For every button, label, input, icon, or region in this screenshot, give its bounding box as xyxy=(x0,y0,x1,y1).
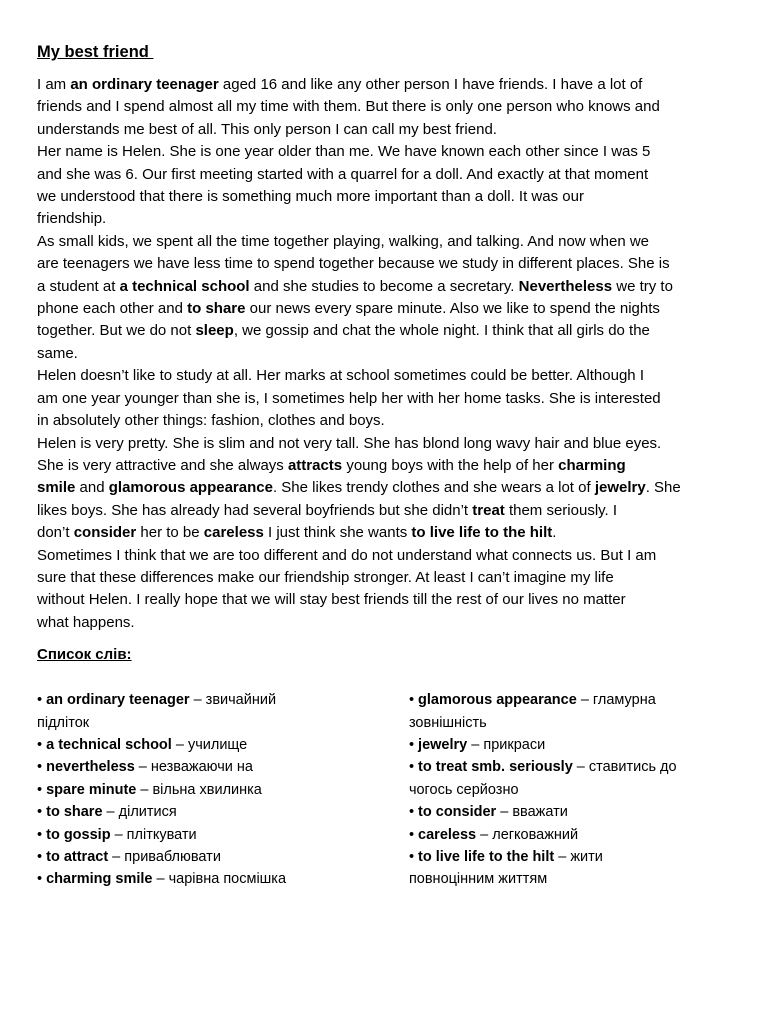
text-run: Sometimes I think that we are too different and do not understand what connects us. But I am xyxy=(37,546,657,564)
text-line xyxy=(37,522,738,544)
vocabulary-entry xyxy=(409,801,738,823)
vocabulary-heading: Список слів: xyxy=(37,646,132,664)
bold-term: to share xyxy=(187,300,246,318)
text-run: – гламурна xyxy=(576,692,656,709)
text-line xyxy=(37,231,738,253)
text-run: young boys with the help of her xyxy=(342,456,559,474)
text-run: what happens. xyxy=(37,613,135,631)
text-run: – легковажний xyxy=(476,826,579,843)
vocabulary-column-left xyxy=(37,689,409,891)
text-line xyxy=(37,253,738,275)
text-run: • xyxy=(37,736,47,753)
text-run: Helen doesn’t like to study at all. Her marks at school sometimes could be better. Although I xyxy=(37,367,644,385)
vocabulary-entry xyxy=(37,689,409,711)
vocabulary-entry xyxy=(409,689,738,711)
text-run: – вважати xyxy=(496,804,568,821)
text-run: . xyxy=(552,524,557,542)
text-run: • xyxy=(37,781,47,798)
text-run: – ставитись до xyxy=(572,759,677,776)
text-run: , we gossip and chat the whole night. I think that all girls do the xyxy=(233,322,650,340)
vocabulary-entry xyxy=(37,824,409,846)
vocabulary-entry xyxy=(409,846,738,868)
vocabulary-entry xyxy=(409,734,738,756)
bold-term: careless xyxy=(418,826,477,843)
text-line xyxy=(37,320,738,342)
bold-term: to treat smb. seriously xyxy=(418,759,573,776)
bold-term: attracts xyxy=(287,456,343,474)
text-run: we understood that there is something much more important than a doll. It was our xyxy=(37,188,584,206)
text-run: don’t xyxy=(37,524,74,542)
text-line xyxy=(37,208,738,230)
bold-term: jewelry xyxy=(418,736,468,753)
bold-term: smile xyxy=(37,479,76,497)
text-run: – незважаючи на xyxy=(134,759,253,776)
bold-term: consider xyxy=(73,524,137,542)
text-line xyxy=(37,119,738,141)
text-run: – звичайний xyxy=(189,692,277,709)
bold-term: glamorous appearance xyxy=(418,692,577,709)
text-run: am one year younger than she is, I sometimes help her with her home tasks. She is interested xyxy=(37,389,661,407)
vocabulary-column-right xyxy=(409,689,738,891)
text-run: • xyxy=(37,849,47,865)
bold-term: treat xyxy=(472,501,505,519)
vocabulary-entry xyxy=(37,779,409,801)
text-run: a student at xyxy=(37,277,120,295)
text-line xyxy=(37,276,738,298)
vocabulary-entry xyxy=(37,734,409,756)
text-run: – ділитися xyxy=(102,804,177,821)
bold-term: to attract xyxy=(46,849,109,865)
essay-body xyxy=(37,74,738,634)
text-run: чогось серйозно xyxy=(408,781,519,798)
bold-term: charming xyxy=(558,456,626,474)
text-run: her to be xyxy=(136,524,204,542)
text-run: She is very attractive and she always xyxy=(37,456,288,474)
text-run: • xyxy=(408,736,419,753)
text-line xyxy=(37,164,738,186)
bold-term: an ordinary teenager xyxy=(70,76,219,93)
text-line xyxy=(37,455,738,477)
text-line xyxy=(37,433,738,455)
text-run: • xyxy=(37,804,47,821)
bold-term: to live life to the hilt xyxy=(411,524,553,542)
text-line xyxy=(37,545,738,567)
text-line xyxy=(37,388,738,410)
text-run: friendship. xyxy=(37,210,107,228)
text-line xyxy=(37,589,738,611)
text-run: • xyxy=(37,871,47,888)
text-run: them seriously. I xyxy=(504,501,618,519)
text-run: • xyxy=(408,759,419,776)
text-run: are teenagers we have less time to spend together because we study in different places. She is xyxy=(37,255,670,273)
bold-term: spare minute xyxy=(46,781,137,798)
text-run: and she was 6. Our first meeting started with a quarrel for a doll. And exactly at that moment xyxy=(37,165,649,183)
text-run: – жити xyxy=(554,849,603,865)
text-run: • xyxy=(37,826,47,843)
vocabulary-entry xyxy=(37,712,409,734)
text-line xyxy=(37,343,738,365)
text-run: – приваблювати xyxy=(108,849,221,865)
document-title: My best friend xyxy=(37,43,154,61)
bold-term: Nevertheless xyxy=(518,277,613,295)
bold-term: glamorous appearance xyxy=(108,479,273,497)
text-line xyxy=(37,96,738,118)
text-line xyxy=(37,410,738,432)
text-run: understands me best of all. This only person I can call my best friend. xyxy=(37,120,497,138)
bold-term: charming smile xyxy=(46,871,153,888)
text-run: and she studies to become a secretary. xyxy=(249,277,519,295)
text-run: our news every spare minute. Also we like to spend the nights xyxy=(245,300,660,318)
text-run: Helen is very pretty. She is slim and not very tall. She has blond long wavy hair and blue eyes. xyxy=(37,434,662,452)
text-run: likes boys. She has already had several boyfriends but she didn’t xyxy=(37,501,473,519)
text-run: • xyxy=(408,804,419,821)
text-run: – училище xyxy=(171,736,248,753)
text-run: in absolutely other things: fashion, clothes and boys. xyxy=(37,412,385,430)
text-run: – чарівна посмішка xyxy=(152,871,287,888)
bold-term: careless xyxy=(203,524,264,542)
text-line xyxy=(37,612,738,634)
text-line xyxy=(37,567,738,589)
text-line xyxy=(37,141,738,163)
vocabulary-entry xyxy=(409,824,738,846)
text-run: – прикраси xyxy=(467,736,546,753)
bold-term: to gossip xyxy=(46,826,111,843)
text-run: phone each other and xyxy=(37,300,188,318)
text-run: • xyxy=(37,759,47,776)
text-run: . She likes trendy clothes and she wears a lot of xyxy=(272,479,595,497)
vocabulary-entry xyxy=(409,712,738,734)
text-run: and xyxy=(75,479,109,497)
bold-term: an ordinary teenager xyxy=(46,692,190,709)
bold-term: to share xyxy=(46,804,103,821)
text-run: together. But we do not xyxy=(37,322,196,340)
text-run: As small kids, we spent all the time together playing, walking, and talking. And now when we xyxy=(37,232,649,250)
text-line xyxy=(37,365,738,387)
text-run: friends and I spend almost all my time with them. But there is only one person who knows and xyxy=(37,98,660,116)
text-run: same. xyxy=(37,344,78,362)
vocabulary-entry xyxy=(37,868,409,890)
text-run: I just think she wants xyxy=(263,524,412,542)
text-run: . She xyxy=(645,479,681,497)
vocabulary-entry xyxy=(409,868,738,890)
bold-term: a technical school xyxy=(119,277,250,295)
text-run: підліток xyxy=(37,714,90,731)
text-run: – вільна хвилинка xyxy=(136,781,262,798)
text-run: зовнішність xyxy=(408,714,487,731)
text-run: • xyxy=(408,849,419,865)
text-run: aged 16 and like any other person I have friends. I have a lot of xyxy=(218,76,643,93)
text-run: повноцінним життям xyxy=(408,871,548,888)
text-line xyxy=(37,477,738,499)
text-line xyxy=(37,298,738,320)
text-run: without Helen. I really hope that we will stay best friends till the rest of our lives no matter xyxy=(37,591,626,609)
text-line xyxy=(37,74,738,96)
vocabulary-entry xyxy=(409,756,738,778)
text-run: Her name is Helen. She is one year older than me. We have known each other since I was 5 xyxy=(37,143,651,161)
text-run: • xyxy=(408,826,419,843)
vocabulary-entry xyxy=(37,801,409,823)
bold-term: nevertheless xyxy=(46,759,135,776)
text-run: sure that these differences make our friendship stronger. At least I can’t imagine my life xyxy=(37,568,614,586)
text-line xyxy=(37,186,738,208)
text-run: we try to xyxy=(612,277,673,295)
text-run: • xyxy=(37,692,47,709)
text-run: I am xyxy=(37,76,71,93)
vocabulary-entry xyxy=(409,779,738,801)
vocabulary-entry xyxy=(37,756,409,778)
bold-term: jewelry xyxy=(594,479,646,497)
vocabulary-entry xyxy=(37,846,409,868)
bold-term: sleep xyxy=(195,322,234,340)
text-run: • xyxy=(408,692,419,709)
vocabulary-list xyxy=(37,689,738,891)
bold-term: to live life to the hilt xyxy=(418,849,555,865)
bold-term: to consider xyxy=(418,804,497,821)
text-run: – пліткувати xyxy=(110,826,197,843)
text-line xyxy=(37,500,738,522)
bold-term: a technical school xyxy=(46,736,172,753)
